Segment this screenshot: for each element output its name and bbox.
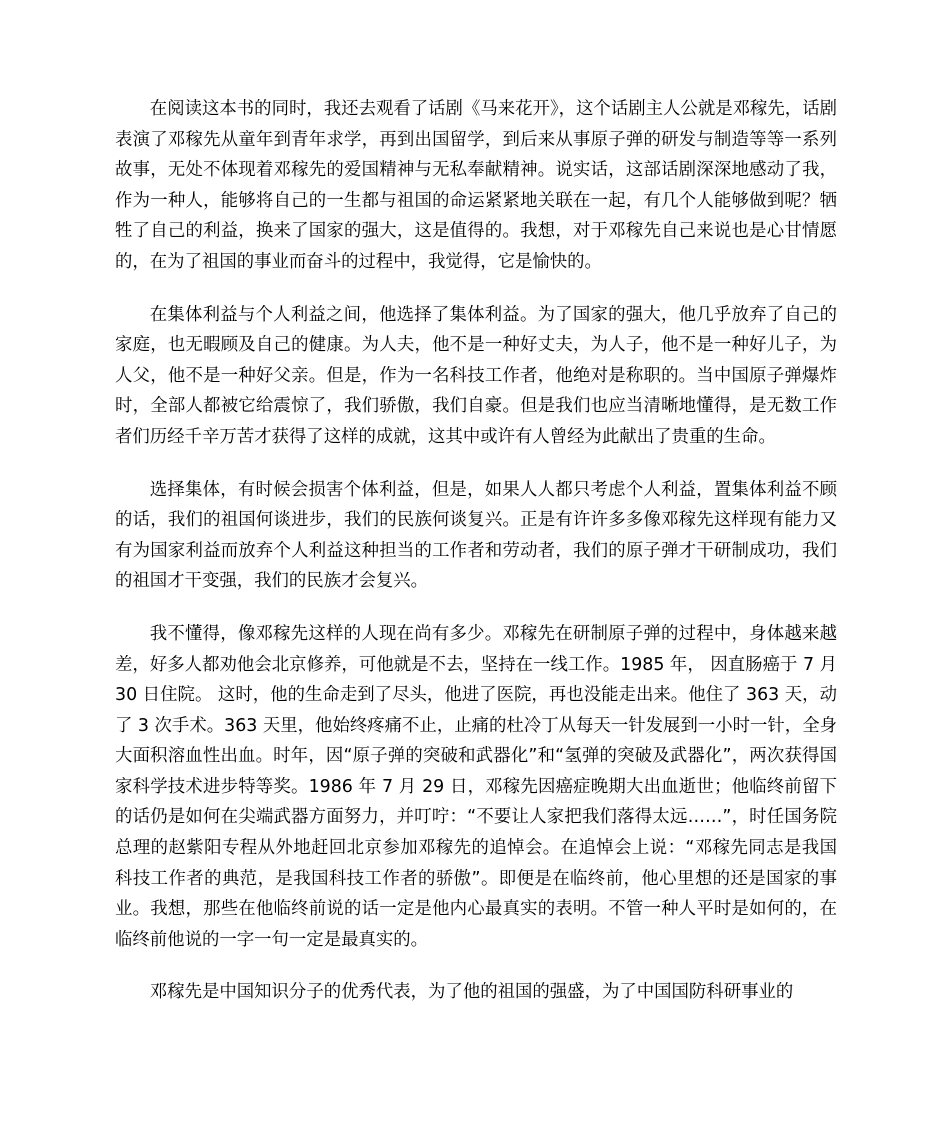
paragraph-1: 在阅读这本书的同时，我还去观看了话剧《马来花开》，这个话剧主人公就是邓稼先，话剧表演了邓稼先从童年到青年求学，再到出国留学，到后来从事原子弹的研发与制造等等一系列故事，无处不体现着邓稼先的爱国精神与无私奉献精神。说实话，这部话剧深深地感动了我，作为一种人，能够将自己的一生都与祖国的命运紧紧地关联在一起，有几个人能够做到呢？牺牲了自己的利益，换来了国家的强大，这是值得的。我想，对于邓稼先自己来说也是心甘情愿的，在为了祖国的事业而奋斗的过程中，我觉得，它是愉快的。 <box>115 99 837 272</box>
paragraph-5: 邓稼先是中国知识分子的优秀代表，为了他的祖国的强盛，为了中国国防科研事业的 <box>149 982 794 1003</box>
paragraph-3: 选择集体，有时候会损害个体利益，但是，如果人人都只考虑个人利益，置集体利益不顾的话，我们的祖国何谈进步，我们的民族何谈复兴。正是有许许多多像邓稼先这样现有能力又有为国家利益而放弃个人利益这种担当的工作者和劳动者，我们的原子弹才干研制成功，我们的祖国才干变强，我们的民族才会复兴。 <box>115 479 837 592</box>
document-page <box>115 94 837 1030</box>
paragraph-2: 在集体利益与个人利益之间，他选择了集体利益。为了国家的强大，他几乎放弃了自己的家庭，也无暇顾及自己的健康。为人夫，他不是一种好丈夫，为人子，他不是一种好儿子，为人父，他不是一种好父亲。但是，作为一名科技工作者，他绝对是称职的。当中国原子弹爆炸时，全部人都被它给震惊了，我们骄傲，我们自豪。但是我们也应当清晰地懂得，是无数工作者们历经千辛万苦才获得了这样的成就，这其中或许有人曾经为此献出了贵重的生命。 <box>115 304 837 447</box>
paragraph-4: 我不懂得，像邓稼先这样的人现在尚有多少。邓稼先在研制原子弹的过程中，身体越来越差，好多人都劝他会北京修养，可他就是不去，坚持在一线工作。1985 年， 因直肠癌于 7 月 30 日住院。 这时，他的生命走到了尽头，他进了医院，再也没能走出来。他住了 363 天，动了 3 次手术。363 天里，他始终疼痛不止，止痛的杜冷丁从每天一针发展到一小时一针，全身大面积溶血性出血。时年，因“原子弹的突破和武器化”和“氢弹的突破及武器化”，两次获得国家科学技术进步特等奖。1986 年 7 月 29 日，邓稼先因癌症晚期大出血逝世；他临终前留下的话仍是如何在尖端武器方面努力，并叮咛：“不要让人家把我们落得太远……”，时任国务院总理的赵紫阳专程从外地赶回北京参加邓稼先的追悼会。在追悼会上说：“邓稼先同志是我国科技工作者的典范，是我国科技工作者的骄傲”。即便是在临终前，他心里想的还是国家的事业。我想，那些在他临终前说的话一定是他内心最真实的表明。不管一种人平时是如何的，在临终前他说的一字一句一定是最真实的。 <box>115 623 837 950</box>
